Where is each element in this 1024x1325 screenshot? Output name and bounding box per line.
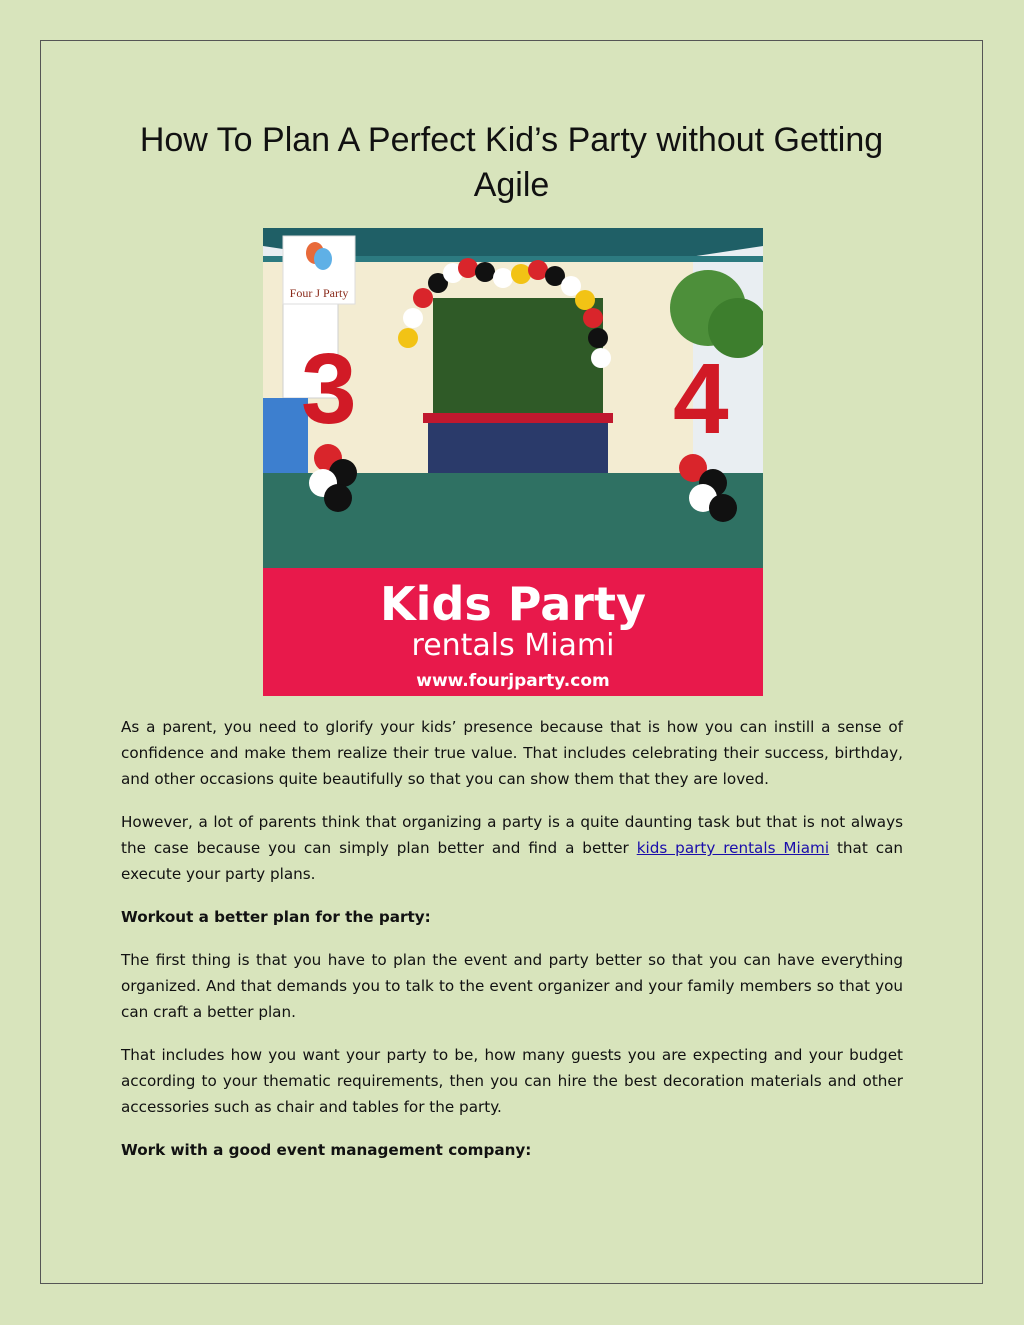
paragraph: As a parent, you need to glorify your kids’ presence because that is how you can instill a sense of confidence and make them realize their true value. That includes celebrating their success, birthday, and other occasions quite beautifully so that you can show them that they are loved. bbox=[121, 718, 903, 788]
banner-title: Kids Party bbox=[380, 577, 646, 631]
paragraph bbox=[121, 809, 903, 887]
hero-image bbox=[263, 228, 763, 696]
section-heading: Work with a good event management company: bbox=[121, 1141, 532, 1159]
hero-number-left: 3 bbox=[301, 333, 357, 445]
kids-party-rentals-link[interactable]: kids party rentals Miami bbox=[636, 839, 830, 857]
document-title: How To Plan A Perfect Kid’s Party without Getting Agile bbox=[139, 121, 884, 204]
hero-number-right: 4 bbox=[673, 343, 729, 455]
logo-text: Four J Party bbox=[289, 286, 349, 300]
paragraph: The first thing is that you have to plan the event and party better so that you can have everything organized. And that demands you to talk to the event organizer and your family members so that you can craft a better plan. bbox=[121, 951, 903, 1021]
paragraph-text: However, a lot of parents think that organizing a party is a quite daunting task but that is not always the case because you can simply plan better and find a better bbox=[121, 813, 903, 857]
banner-subtitle: rentals Miami bbox=[411, 628, 615, 663]
section-heading: Workout a better plan for the party: bbox=[121, 908, 431, 926]
paragraph: That includes how you want your party to be, how many guests you are expecting and your budget according to your thematic requirements, then you can hire the best decoration materials and other accessories such as chair and tables for the party. bbox=[121, 1046, 903, 1116]
paragraph-text: that can execute your party plans. bbox=[121, 839, 904, 883]
banner-url: www.fourjparty.com bbox=[416, 671, 610, 691]
document-body bbox=[121, 714, 903, 1180]
